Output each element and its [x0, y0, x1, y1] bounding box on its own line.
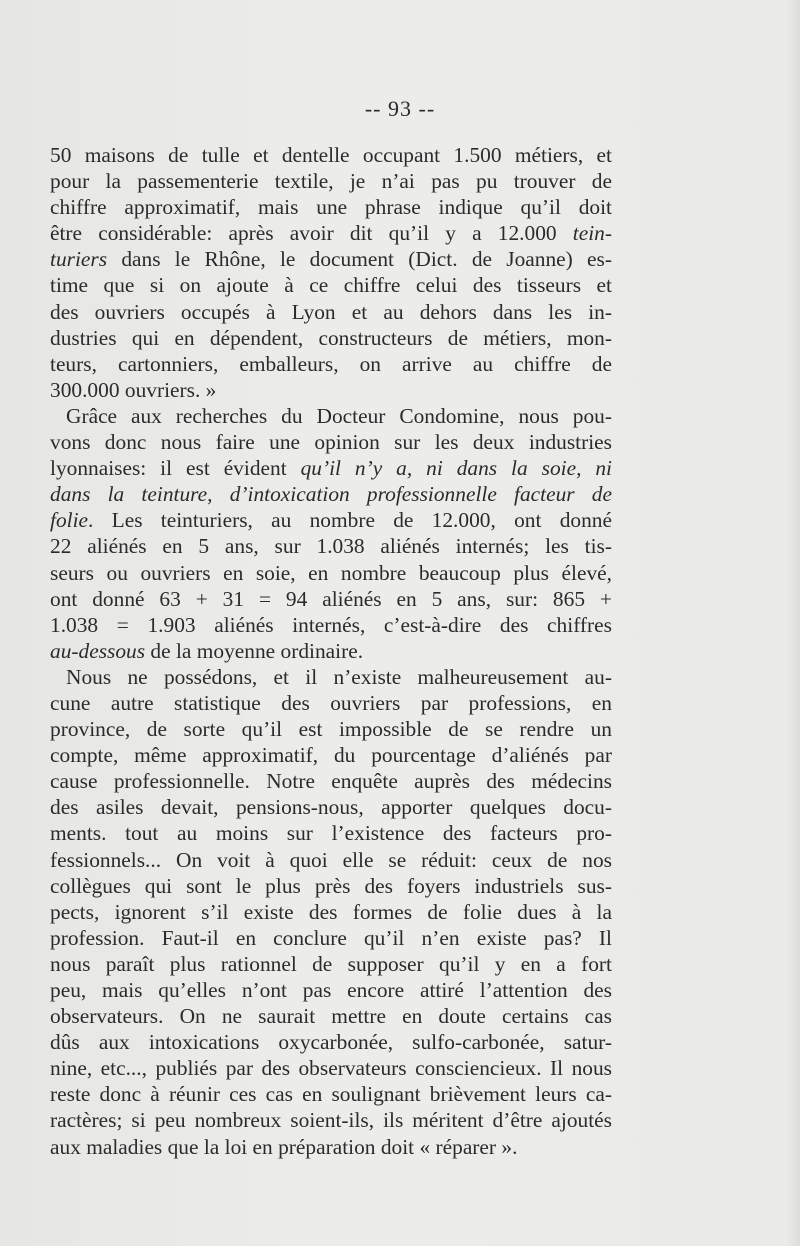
text-line — [50, 716, 612, 742]
text-run: compte, même approximatif, du pourcentage d’aliénés par — [50, 743, 612, 768]
text-run: pour la passementerie textile, je n’ai pas pu trouver de — [50, 169, 612, 194]
italic-text: dans la teinture, d’intoxication professionnelle facteur de — [50, 482, 612, 507]
text-run: ments. tout au moins sur l’existence des facteurs pro- — [50, 821, 612, 846]
text-run: teurs, cartonniers, emballeurs, on arrive au chiffre de — [50, 351, 612, 376]
text-line — [50, 1003, 612, 1029]
text-line — [50, 1055, 612, 1081]
text-run: dustries qui en dépendent, constructeurs de métiers, mon- — [50, 325, 612, 350]
text-run: time que si on ajoute à ce chiffre celui des tisseurs et — [50, 273, 612, 298]
italic-text: turiers — [50, 247, 108, 272]
page-edge-shadow — [786, 0, 800, 1246]
text-line — [50, 142, 612, 168]
text-line — [50, 481, 612, 507]
text-run: chiffre approximatif, mais une phrase indique qu’il doit — [50, 195, 612, 220]
text-run: collègues qui sont le plus près des foyers industriels sus- — [50, 873, 612, 898]
text-run: province, de sorte qu’il est impossible de se rendre un — [50, 717, 612, 742]
text-line — [50, 507, 612, 533]
text-line — [50, 246, 612, 272]
text-run: seurs ou ouvriers en soie, en nombre beaucoup plus élevé, — [50, 560, 612, 585]
text-run: vons donc nous faire une opinion sur les deux industries — [50, 430, 612, 455]
text-line — [50, 951, 612, 977]
text-line — [50, 168, 612, 194]
italic-text: folie — [50, 508, 89, 533]
text-run: ractères; si peu nombreux soient-ils, ils méritent d’être ajoutés — [50, 1108, 612, 1133]
text-run: pects, ignorent s’il existe des formes de folie dues à la — [50, 899, 612, 924]
text-line — [50, 194, 612, 220]
text-run: 300.000 ouvriers. » — [50, 377, 217, 402]
text-line — [50, 820, 612, 846]
text-run: des ouvriers occupés à Lyon et au dehors dans les in- — [50, 299, 612, 324]
text-run: des asiles devait, pensions-nous, apporter quelques docu- — [50, 795, 612, 820]
text-line — [50, 403, 612, 429]
text-line — [50, 794, 612, 820]
text-run: nous paraît plus rationnel de supposer qu’il y en a fort — [50, 951, 612, 976]
text-run: lyonnaises: il est évident — [50, 456, 301, 481]
body-text — [50, 142, 612, 1160]
text-line — [50, 455, 612, 481]
text-run: dûs aux intoxications oxycarbonée, sulfo-carbonée, satur- — [50, 1030, 612, 1055]
text-line — [50, 560, 612, 586]
text-run: dans le Rhône, le document (Dict. de Joanne) es- — [107, 247, 612, 272]
text-line — [50, 220, 612, 246]
text-run: Grâce aux recherches du Docteur Condomine, nous pou- — [66, 403, 612, 428]
text-run: cune autre statistique des ouvriers par professions, en — [50, 690, 612, 715]
text-line — [50, 351, 612, 377]
italic-text: tein- — [572, 221, 612, 246]
text-line — [50, 1107, 612, 1133]
text-line — [50, 899, 612, 925]
text-run: peu, mais qu’elles n’ont pas encore attiré l’attention des — [50, 978, 612, 1002]
text-line — [50, 925, 612, 951]
text-line — [50, 1029, 612, 1055]
text-line — [50, 586, 612, 612]
text-run: ont donné 63 + 31 = 94 aliénés en 5 ans, sur: 865 + — [50, 586, 612, 611]
text-run: Nous ne possédons, et il n’existe malheureusement au- — [66, 664, 612, 689]
text-run: . Les teinturiers, au nombre de 12.000, ont donné — [88, 508, 612, 533]
text-line — [50, 742, 612, 768]
text-line — [50, 533, 612, 559]
text-line — [50, 299, 612, 325]
text-run: reste donc à réunir ces cas en soulignant brièvement leurs ca- — [50, 1082, 612, 1107]
text-run: 22 aliénés en 5 ans, sur 1.038 aliénés internés; les tis- — [50, 534, 612, 559]
text-run: être considérable: après avoir dit qu’il y a 12.000 — [50, 221, 573, 246]
text-line — [50, 429, 612, 455]
text-line — [50, 977, 612, 1003]
text-line — [50, 847, 612, 873]
text-line — [50, 690, 612, 716]
text-line — [50, 325, 612, 351]
text-line — [50, 377, 612, 403]
text-run: cause professionnelle. Notre enquête auprès des médecins — [50, 769, 612, 794]
italic-text: au-dessous — [50, 638, 146, 663]
text-line — [50, 1081, 612, 1107]
text-line — [50, 612, 612, 638]
text-run: nine, etc..., publiés par des observateurs consciencieux. Il nous — [50, 1056, 612, 1081]
page-number: -- 93 -- — [364, 96, 436, 121]
text-line — [50, 1134, 612, 1160]
text-line — [50, 638, 612, 664]
text-line — [50, 272, 612, 298]
text-run: fessionnels... On voit à quoi elle se réduit: ceux de nos — [50, 847, 612, 872]
text-run: 1.038 = 1.903 aliénés internés, c’est-à-dire des chiffres — [50, 612, 612, 637]
text-run: de la moyenne ordinaire. — [145, 638, 364, 663]
text-run: aux maladies que la loi en préparation doit « réparer ». — [50, 1134, 518, 1159]
text-run: 50 maisons de tulle et dentelle occupant 1.500 métiers, et — [50, 143, 612, 167]
text-line — [50, 768, 612, 794]
italic-text: qu’il n’y a, ni dans la soie, ni — [300, 456, 612, 481]
text-line — [50, 873, 612, 899]
text-run: observateurs. On ne saurait mettre en doute certains cas — [50, 1004, 612, 1029]
text-run: profession. Faut-il en conclure qu’il n’en existe pas? Il — [50, 925, 612, 950]
text-line — [50, 664, 612, 690]
